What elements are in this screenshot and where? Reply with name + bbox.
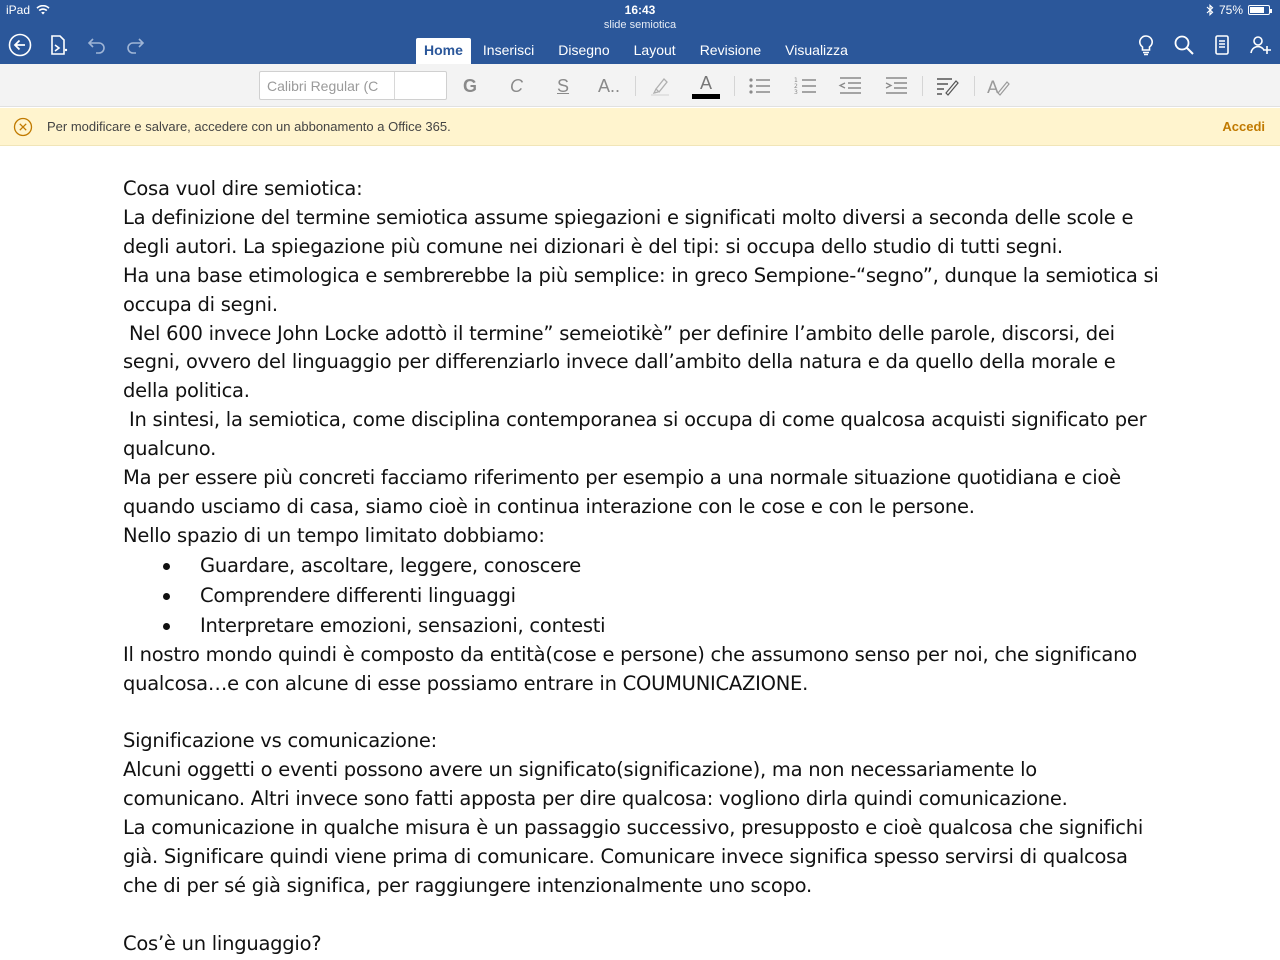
- bullet-dot: [163, 593, 170, 600]
- device-name: iPad: [6, 3, 31, 17]
- styles-brush-icon: [934, 75, 960, 97]
- paragraph-line: Alcuni oggetti o eventi possono avere un significato(significazione), ma non necessariamente lo: [123, 758, 1037, 782]
- list-item-text: Guardare, ascoltare, leggere, conoscere: [200, 553, 581, 577]
- font-color-button[interactable]: [692, 73, 720, 99]
- paragraph-line: segni, ovvero del linguaggio per differenziarlo invece dall’ambito della natura e da quello della morale e: [123, 350, 1116, 374]
- paragraph-line: In sintesi, la semiotica, come disciplina contemporanea si occupa di come qualcosa acquisti significato per: [123, 408, 1147, 432]
- heading-semiotica: Cosa vuol dire semiotica:: [123, 177, 363, 200]
- highlight-button[interactable]: [647, 73, 673, 99]
- blank-line: [123, 901, 1173, 930]
- svg-text:A: A: [987, 78, 999, 97]
- app-header: [0, 0, 1280, 64]
- decrease-indent-button[interactable]: [837, 73, 863, 99]
- tab-visualizza[interactable]: Visualizza: [785, 42, 848, 58]
- font-box-divider: [394, 72, 395, 99]
- status-bar-right: [1206, 3, 1270, 17]
- tab-disegno[interactable]: Disegno: [558, 42, 610, 58]
- clear-formatting-icon: [985, 75, 1011, 97]
- ribbon-separator: [734, 76, 735, 96]
- paragraph-line: Il nostro mondo quindi è composto da entità(cose e persone) che assumono senso per noi, che significano: [123, 642, 1137, 666]
- sign-in-link[interactable]: Accedi: [1222, 119, 1265, 134]
- ribbon-toolbar: [0, 64, 1280, 107]
- ribbon-separator: [635, 76, 636, 96]
- bullet-list-icon: [746, 75, 772, 97]
- tab-inserisci[interactable]: Inserisci: [482, 42, 535, 58]
- tab-home[interactable]: Home: [416, 38, 471, 64]
- list-item: [123, 551, 1173, 581]
- font-size-button[interactable]: A..: [598, 75, 621, 96]
- ribbon-separator: [974, 76, 975, 96]
- search-icon: [1172, 33, 1196, 57]
- paragraph-line: quando usciamo di casa, siamo cioè in continua interazione con le cose e con le persone.: [123, 494, 975, 518]
- reading-view-button[interactable]: [1209, 32, 1235, 58]
- clear-formatting-button[interactable]: [985, 73, 1011, 99]
- paragraph-line: comunicano. Altri invece sono fatti apposta per dire qualcosa: vogliono dirla quindi comunicazione.: [123, 787, 1068, 811]
- paragraph-line: Ma per essere più concreti facciamo riferimento per esempio a una normale situazione quotidiana e cioè: [123, 466, 1121, 490]
- numbered-list-button[interactable]: [792, 73, 818, 99]
- ribbon-tabs: [416, 38, 860, 64]
- font-name-input[interactable]: [260, 72, 394, 99]
- paragraph-line: La comunicazione in qualche misura è un passaggio successivo, presupposto e cioè qualcosa che significhi: [123, 816, 1144, 840]
- share-person-add-icon: [1248, 33, 1272, 57]
- subscription-notice: [0, 108, 1280, 146]
- redo-button[interactable]: [122, 32, 148, 58]
- paragraph-line: qualcosa…e con alcune di esse possiamo entrare in COUMUNICAZIONE.: [123, 671, 809, 695]
- paragraph-line: della politica.: [123, 379, 250, 403]
- highlighter-icon: [647, 75, 673, 97]
- tab-revisione[interactable]: Revisione: [699, 42, 762, 58]
- paragraph-styles-button[interactable]: [934, 73, 960, 99]
- paragraph-line: occupa di segni.: [123, 292, 278, 316]
- font-color-letter: A: [699, 72, 712, 93]
- undo-icon: [85, 33, 109, 57]
- italic-button[interactable]: C: [510, 75, 523, 96]
- list-item: [123, 611, 1173, 641]
- close-circle-icon[interactable]: [13, 117, 33, 137]
- paragraph-line: qualcuno.: [123, 437, 217, 461]
- svg-text:1: 1: [794, 77, 798, 84]
- document-view-icon: [1210, 33, 1234, 57]
- document-body[interactable]: [123, 175, 1173, 959]
- back-button[interactable]: [7, 32, 33, 58]
- increase-indent-icon: [883, 75, 909, 97]
- list-item-text: Comprendere differenti linguaggi: [200, 583, 516, 607]
- list-item-text: Interpretare emozioni, sensazioni, contesti: [200, 613, 606, 637]
- redo-icon: [123, 33, 147, 57]
- bold-button[interactable]: G: [463, 75, 478, 96]
- undo-button[interactable]: [84, 32, 110, 58]
- paragraph-line: già. Significare quindi viene prima di comunicare. Comunicare invece significa spesso servirsi di qualcosa: [123, 845, 1128, 869]
- heading-linguaggio: Cos’è un linguaggio?: [123, 931, 322, 955]
- paragraph-line: La definizione del termine semiotica assume spiegazioni e significati molto diversi a seconda delle scole e: [123, 205, 1134, 229]
- numbered-list-icon: [792, 75, 818, 97]
- underline-button[interactable]: S: [557, 75, 570, 96]
- blank-line: [123, 699, 1173, 728]
- decrease-indent-icon: [837, 75, 863, 97]
- svg-text:2: 2: [794, 83, 798, 90]
- paragraph-line: degli autori. La spiegazione più comune nei dizionari è del tipi: si occupa dello studio di tutti segni.: [123, 234, 1063, 258]
- heading-significazione: Significazione vs comunicazione:: [123, 729, 437, 753]
- search-button[interactable]: [1171, 32, 1197, 58]
- ribbon-separator: [922, 76, 923, 96]
- file-menu-button[interactable]: [46, 32, 72, 58]
- bullet-dot: [163, 563, 170, 570]
- back-circle-icon: [8, 33, 32, 57]
- notice-message: Per modificare e salvare, accedere con un abbonamento a Office 365.: [47, 119, 451, 134]
- paragraph-line: Nel 600 invece John Locke adottò il termine” semeiotikè” per definire l’ambito delle parole, discorsi, dei: [123, 321, 1115, 345]
- bullet-list-button[interactable]: [746, 73, 772, 99]
- list-item: [123, 581, 1173, 611]
- bullet-dot: [163, 623, 170, 630]
- bluetooth-icon: [1206, 4, 1214, 16]
- font-name-box[interactable]: [259, 71, 447, 100]
- tab-layout[interactable]: Layout: [633, 42, 676, 58]
- lightbulb-icon: [1134, 33, 1158, 57]
- battery-percent: 75%: [1218, 3, 1243, 17]
- increase-indent-button[interactable]: [883, 73, 909, 99]
- paragraph-line: che di per sé già significa, per raggiungere intenzionalmente uno scopo.: [123, 874, 812, 898]
- file-menu-icon: [47, 33, 71, 57]
- bullet-list: [123, 551, 1173, 641]
- share-button[interactable]: [1247, 32, 1273, 58]
- font-color-bar: [692, 94, 720, 99]
- paragraph-line: Nello spazio di un tempo limitato dobbiamo:: [123, 523, 545, 547]
- paragraph-line: Ha una base etimologica e sembrerebbe la più semplice: in greco Sempione-“segno”, dunque la semiotica si: [123, 263, 1159, 287]
- tell-me-button[interactable]: [1133, 32, 1159, 58]
- battery-fill: [1250, 7, 1264, 13]
- battery-icon: [1248, 5, 1270, 15]
- document-title: slide semiotica: [603, 19, 677, 31]
- svg-text:3: 3: [794, 89, 798, 96]
- clock: 16:43: [624, 3, 656, 17]
